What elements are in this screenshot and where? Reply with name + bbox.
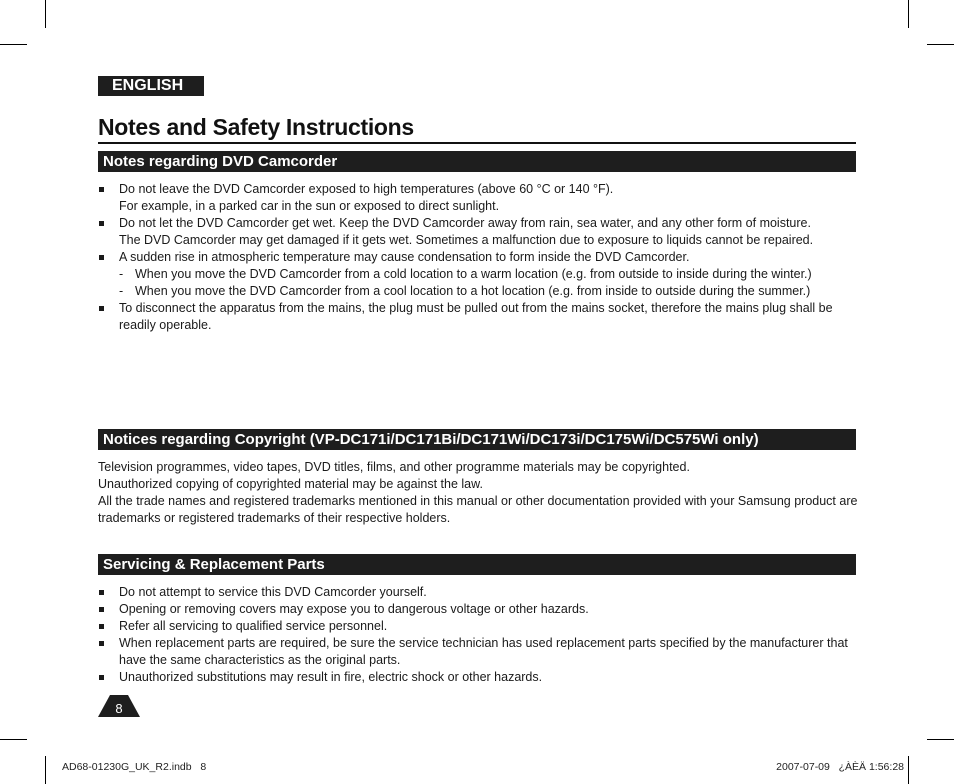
crop-mark bbox=[0, 44, 27, 45]
footer-file: AD68-01230G_UK_R2.indb 8 bbox=[62, 761, 207, 773]
list-item: Unauthorized substitutions may result in fire, electric shock or other hazards. bbox=[98, 669, 856, 686]
crop-mark bbox=[927, 44, 954, 45]
list-item: When replacement parts are required, be sure the service technician has used replacement parts specified by the manufacturer that have the same characteristics as the original parts. bbox=[98, 635, 856, 669]
language-tag: ENGLISH bbox=[98, 76, 204, 96]
list-item: Refer all servicing to qualified service personnel. bbox=[98, 618, 856, 635]
page-number-badge bbox=[98, 695, 140, 717]
section-heading-copyright: Notices regarding Copyright (VP-DC171i/DC171Bi/DC171Wi/DC173i/DC175Wi/DC575Wi only) bbox=[98, 429, 856, 450]
list-item bbox=[98, 181, 856, 215]
paragraph: All the trade names and registered trademarks mentioned in this manual or other documentation provided with your Samsung product are trademarks or registered trademarks of their respective holders. bbox=[98, 494, 858, 525]
item-text: Do not leave the DVD Camcorder exposed to high temperatures (above 60 °C or 140 °F). bbox=[119, 182, 614, 196]
crop-mark bbox=[45, 0, 46, 28]
crop-mark bbox=[927, 739, 954, 740]
list-item bbox=[98, 215, 856, 249]
sub-item: - When you move the DVD Camcorder from a cold location to a warm location (e.g. from outside to inside during the winter.) bbox=[119, 266, 856, 283]
section-heading-servicing: Servicing & Replacement Parts bbox=[98, 554, 856, 575]
copyright-text bbox=[98, 459, 858, 527]
crop-mark bbox=[0, 739, 27, 740]
sub-item: - When you move the DVD Camcorder from a cool location to a hot location (e.g. from inside to outside during the summer.) bbox=[119, 283, 856, 300]
list-item: Do not attempt to service this DVD Camcorder yourself. bbox=[98, 584, 856, 601]
list-item bbox=[98, 300, 856, 334]
page-title: Notes and Safety Instructions bbox=[98, 114, 414, 140]
servicing-list bbox=[98, 584, 856, 686]
crop-mark bbox=[908, 756, 909, 784]
sub-list bbox=[119, 266, 856, 300]
crop-mark bbox=[45, 756, 46, 784]
list-item bbox=[98, 249, 856, 300]
dvd-notes-list bbox=[98, 181, 856, 334]
title-rule bbox=[98, 142, 856, 144]
crop-mark bbox=[908, 0, 909, 28]
item-text: Do not let the DVD Camcorder get wet. Keep the DVD Camcorder away from rain, sea water, and any other form of moisture. bbox=[119, 216, 811, 230]
item-text: A sudden rise in atmospheric temperature may cause condensation to form inside the DVD Camcorder. bbox=[119, 250, 690, 264]
item-text: The DVD Camcorder may get damaged if it gets wet. Sometimes a malfunction due to exposure to liquids cannot be repaired. bbox=[119, 233, 814, 247]
item-text: For example, in a parked car in the sun or exposed to direct sunlight. bbox=[119, 199, 500, 213]
page-number: 8 bbox=[115, 701, 123, 716]
section-heading-dvd: Notes regarding DVD Camcorder bbox=[98, 151, 856, 172]
list-item: Opening or removing covers may expose you to dangerous voltage or other hazards. bbox=[98, 601, 856, 618]
paragraph: Unauthorized copying of copyrighted material may be against the law. bbox=[98, 477, 483, 491]
item-text: To disconnect the apparatus from the mains, the plug must be pulled out from the mains socket, therefore the mains plug shall be readily operable. bbox=[119, 301, 833, 332]
footer-timestamp: 2007-07-09 ¿ÀÈÄ 1:56:28 bbox=[776, 761, 904, 773]
paragraph: Television programmes, video tapes, DVD titles, films, and other programme materials may be copyrighted. bbox=[98, 460, 690, 474]
